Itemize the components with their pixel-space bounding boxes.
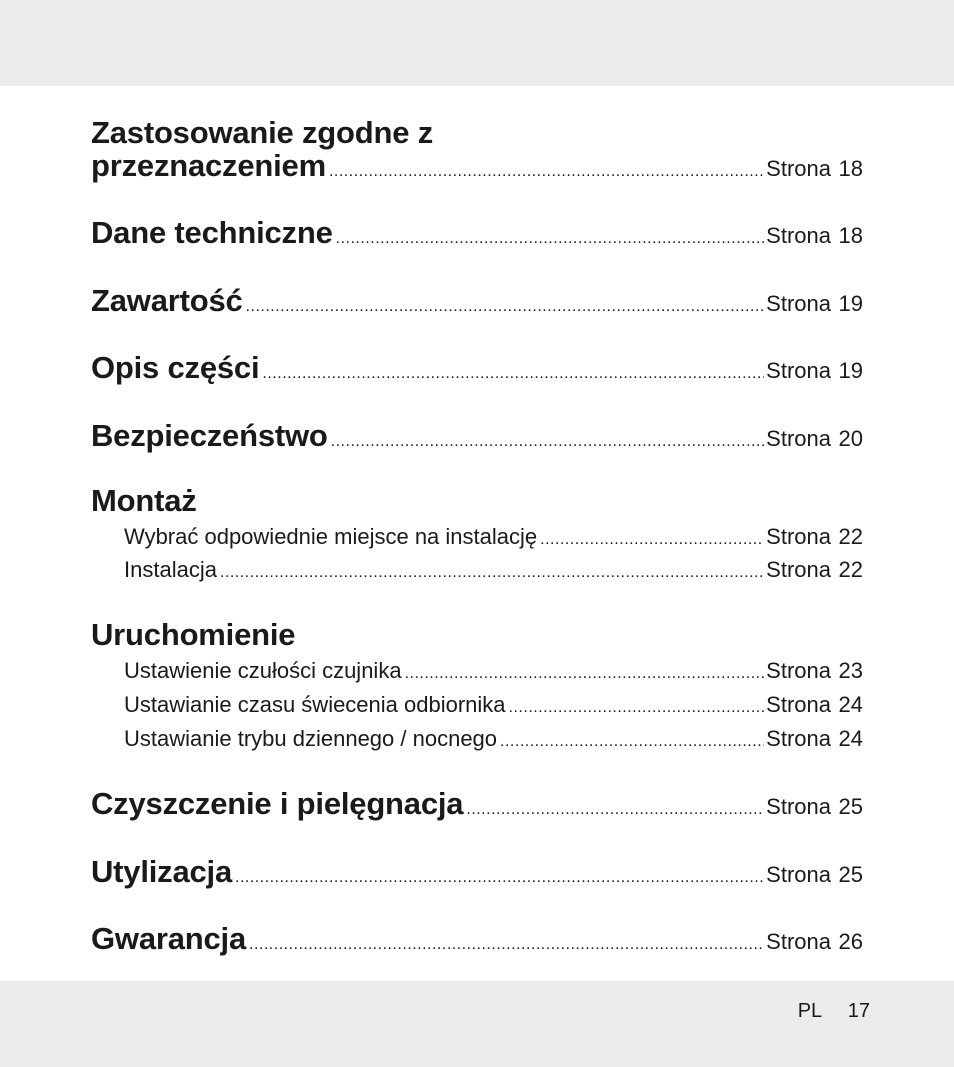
header-band bbox=[0, 0, 954, 86]
page-ref: Strona 18 bbox=[766, 223, 863, 248]
page-ref: Strona 26 bbox=[766, 929, 863, 954]
toc-heading: Opis części bbox=[91, 350, 260, 385]
footer-band bbox=[0, 981, 954, 1067]
toc-heading-montaz[interactable]: Montaż bbox=[91, 483, 197, 518]
dot-leader bbox=[220, 564, 764, 582]
page-ref: Strona 23 bbox=[766, 658, 863, 683]
toc-heading-uruchomienie[interactable]: Uruchomienie bbox=[91, 617, 296, 652]
toc-entry-dane-techniczne[interactable] bbox=[91, 215, 863, 251]
page-ref: Strona 18 bbox=[766, 156, 863, 181]
toc-entry-gwarancja[interactable] bbox=[91, 921, 863, 957]
dot-leader bbox=[405, 665, 765, 683]
dot-leader bbox=[329, 163, 764, 181]
toc-heading: Bezpieczeństwo bbox=[91, 418, 328, 453]
language-code: PL bbox=[797, 1000, 823, 1022]
toc-entry-opis-czesci[interactable] bbox=[91, 350, 863, 386]
page-ref: Strona 24 bbox=[766, 726, 863, 751]
toc-subentry[interactable] bbox=[124, 557, 863, 583]
dot-leader bbox=[246, 298, 765, 316]
toc-heading: Utylizacja bbox=[91, 854, 233, 889]
page-ref: Strona 19 bbox=[766, 291, 863, 316]
toc-heading-zastosowanie-line1: Zastosowanie zgodne z bbox=[91, 115, 434, 150]
page-ref: Strona 25 bbox=[766, 794, 863, 819]
toc-heading: Gwarancja bbox=[91, 921, 247, 956]
page-footer bbox=[798, 1000, 870, 1023]
page-ref: Strona 22 bbox=[766, 557, 863, 582]
page-ref: Strona 19 bbox=[766, 358, 863, 383]
toc-subheading: Ustawienie czułości czujnika bbox=[124, 658, 402, 683]
toc-heading-zastosowanie-line2: przeznaczeniem bbox=[91, 148, 326, 183]
toc-heading: Czyszczenie i pielęgnacja bbox=[91, 786, 464, 821]
toc-entry-utylizacja[interactable] bbox=[91, 854, 863, 890]
toc-subheading: Instalacja bbox=[124, 557, 217, 582]
toc-heading: Dane techniczne bbox=[91, 215, 333, 250]
dot-leader bbox=[509, 699, 765, 717]
dot-leader bbox=[466, 801, 764, 819]
toc-subentry[interactable] bbox=[124, 692, 863, 718]
toc-subheading: Ustawianie trybu dziennego / nocnego bbox=[124, 726, 498, 751]
toc-subheading: Ustawianie czasu świecenia odbiornika bbox=[124, 692, 506, 717]
dot-leader bbox=[540, 531, 764, 549]
page-ref: Strona 20 bbox=[766, 426, 863, 451]
toc-subentry[interactable] bbox=[124, 726, 863, 752]
page-number: 17 bbox=[847, 1000, 870, 1022]
toc-subentry[interactable] bbox=[124, 658, 863, 684]
page-ref: Strona 22 bbox=[766, 524, 863, 549]
toc-entry-czyszczenie[interactable] bbox=[91, 786, 863, 822]
toc-heading: Zawartość bbox=[91, 283, 243, 318]
dot-leader bbox=[500, 733, 764, 751]
page-ref: Strona 24 bbox=[766, 692, 863, 717]
toc-subentry[interactable] bbox=[124, 524, 863, 550]
dot-leader bbox=[331, 433, 765, 451]
toc-subheading: Wybrać odpowiednie miejsce na instalację bbox=[124, 524, 538, 549]
dot-leader bbox=[249, 936, 764, 954]
dot-leader bbox=[336, 230, 765, 248]
page-ref: Strona 25 bbox=[766, 862, 863, 887]
toc-entry-zastosowanie[interactable] bbox=[91, 148, 863, 184]
toc-entry-zawartosc[interactable] bbox=[91, 283, 863, 319]
toc-entry-bezpieczenstwo[interactable] bbox=[91, 418, 863, 454]
dot-leader bbox=[235, 869, 764, 887]
dot-leader bbox=[262, 365, 764, 383]
